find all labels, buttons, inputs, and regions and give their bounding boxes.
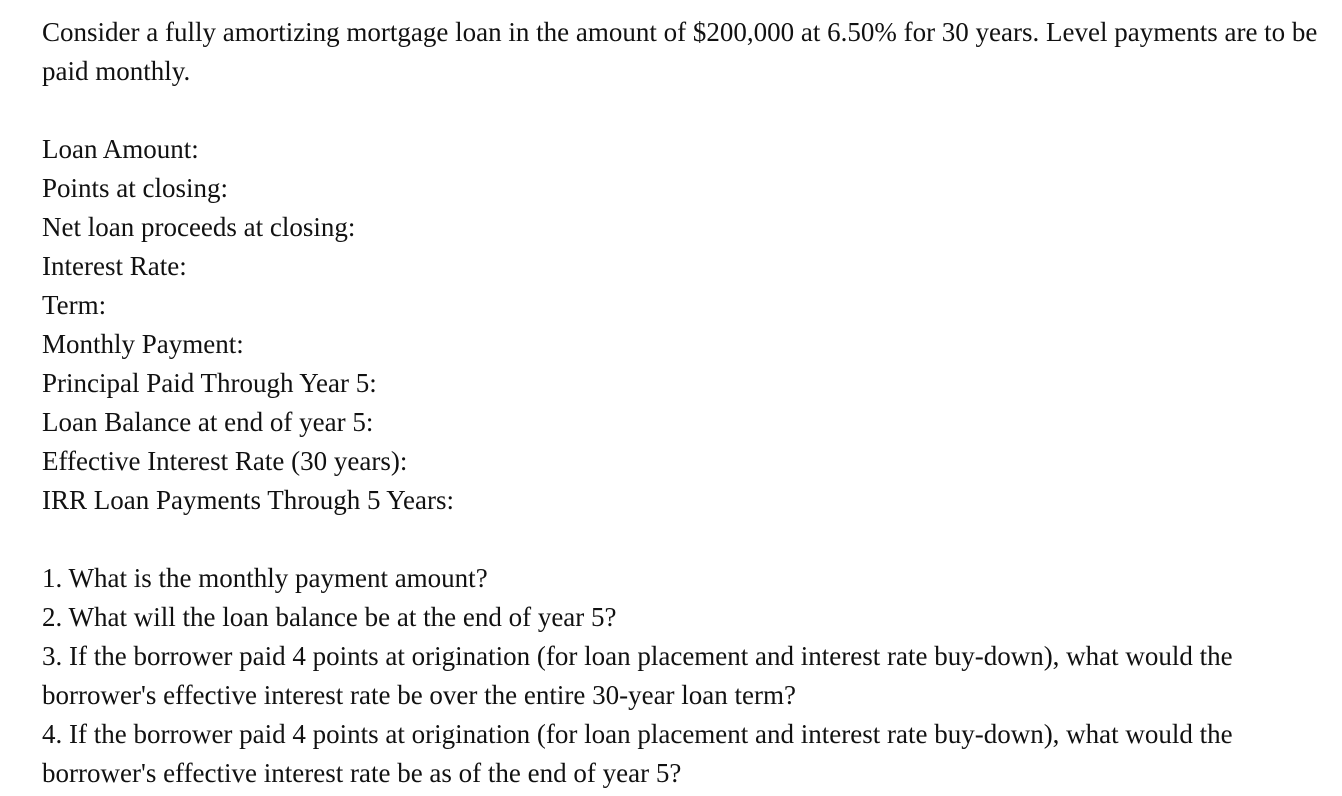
field-loan-balance-year-5: Loan Balance at end of year 5: [42, 407, 374, 437]
document-body [42, 13, 1322, 793]
question-4: 4. If the borrower paid 4 points at origination (for loan placement and interest rate buy-down), what would the borrower's effective interest rate be as of the end of year 5? [42, 719, 1233, 788]
field-loan-amount: Loan Amount: [42, 134, 199, 164]
question-2: 2. What will the loan balance be at the end of year 5? [42, 602, 617, 632]
intro-paragraph: Consider a fully amortizing mortgage loan in the amount of $200,000 at 6.50% for 30 years. Level payments are to be paid monthly. [42, 17, 1318, 86]
field-interest-rate: Interest Rate: [42, 251, 187, 281]
question-1: 1. What is the monthly payment amount? [42, 563, 488, 593]
question-3: 3. If the borrower paid 4 points at origination (for loan placement and interest rate buy-down), what would the borrower's effective interest rate be over the entire 30-year loan term? [42, 641, 1233, 710]
field-monthly-payment: Monthly Payment: [42, 329, 244, 359]
field-term: Term: [42, 290, 107, 320]
loan-fields-list [42, 130, 1322, 520]
field-principal-paid-year-5: Principal Paid Through Year 5: [42, 368, 377, 398]
field-irr-loan-payments: IRR Loan Payments Through 5 Years: [42, 485, 454, 515]
field-net-loan-proceeds: Net loan proceeds at closing: [42, 212, 356, 242]
questions-list [42, 559, 1322, 793]
field-effective-interest-rate: Effective Interest Rate (30 years): [42, 446, 408, 476]
field-points-at-closing: Points at closing: [42, 173, 229, 203]
